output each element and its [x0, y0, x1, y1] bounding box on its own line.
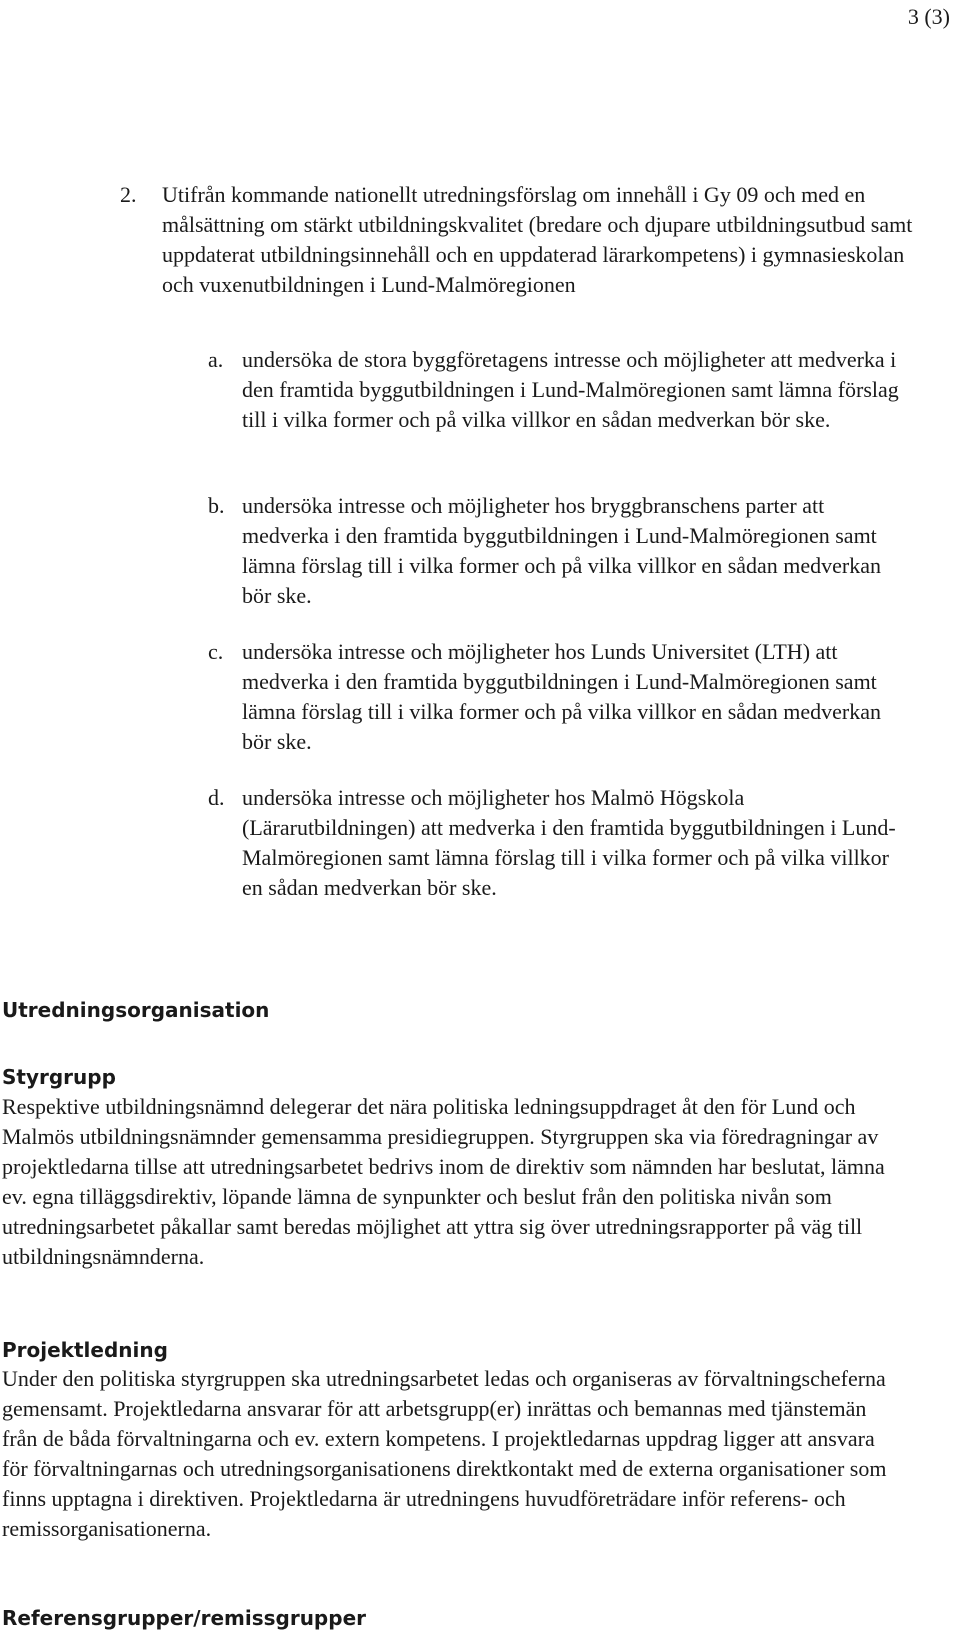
sub-item-c	[208, 637, 908, 757]
styrgrupp-paragraph: Respektive utbildningsnämnd delegerar det nära politiska ledningsuppdraget åt den för Lund och Malmös utbildningsnämnder gemensamma presidiegruppen. Styrgruppen ska via föredragningar av projektledarna tillse att utredningsarbetet bedrivs inom de direktiv som nämnden har beslutat, lämna ev. egna tilläggsdirektiv, löpande lämna de synpunkter och beslut från den politiska nivån som utredningsarbetet påkallar samt beredas möjlighet att yttra sig över utredningsrapporter på väg till utbildningsnämnderna.	[2, 1094, 885, 1269]
page-number: 3 (3)	[907, 4, 950, 29]
projektledning-paragraph: Under den politiska styrgruppen ska utredningsarbetet ledas och organiseras av förvaltningscheferna gemensamt. Projektledarna ansvarar för att arbetsgrupp(er) inrättas och bemannas med tjänstemän från de båda förvaltningarna och ev. extern kompetens. I projektledarnas uppdrag ligger att ansvara för förvaltningarnas och utredningsorganisationens direktkontakt med de externa organisationer som finns upptagna i direktiven. Projektledarna är utredningens huvudföreträdare inför referens- och remissorganisationerna.	[2, 1366, 887, 1541]
sub-item-text: undersöka de stora byggföretagens intresse och möjligheter att medverka i den framtida byggutbildningen i Lund-Malmöregionen samt lämna förslag till i vilka former och på vilka villkor en sådan medverkan bör ske.	[242, 347, 899, 432]
utredningsorganisation-heading: Utredningsorganisation	[2, 998, 270, 1022]
projektledning-heading: Projektledning	[2, 1338, 168, 1362]
styrgrupp-heading: Styrgrupp	[2, 1065, 116, 1089]
list-item-text: Utifrån kommande nationellt utredningsförslag om innehåll i Gy 09 och med en målsättning om stärkt utbildningskvalitet (bredare och djupare utbildningsutbud samt uppdaterat utbildningsinnehåll och en uppdaterad lärarkompetens) i gymnasieskolan och vuxenutbildningen i Lund-Malmöregionen	[162, 182, 913, 297]
list-item-number: 2.	[120, 182, 137, 207]
list-item-2	[120, 180, 920, 300]
sub-item-d	[208, 783, 908, 903]
referensgrupper-heading: Referensgrupper/remissgrupper	[2, 1606, 366, 1630]
sub-item-text: undersöka intresse och möjligheter hos Malmö Högskola (Lärarutbildningen) att medverka i den framtida byggutbildningen i Lund-Malmöregionen samt lämna förslag till i vilka former och på vilka villkor en sådan medverkan bör ske.	[242, 785, 896, 900]
sub-item-letter: b.	[208, 493, 225, 518]
sub-item-letter: d.	[208, 785, 225, 810]
sub-item-letter: c.	[208, 639, 224, 664]
sub-item-letter: a.	[208, 347, 224, 372]
sub-item-b	[208, 491, 908, 611]
sub-item-a	[208, 345, 908, 435]
sub-item-text: undersöka intresse och möjligheter hos bryggbranschens parter att medverka i den framtida byggutbildningen i Lund-Malmöregionen samt lämna förslag till i vilka former och på vilka villkor en sådan medverkan bör ske.	[242, 493, 882, 608]
sub-item-text: undersöka intresse och möjligheter hos Lunds Universitet (LTH) att medverka i den framtida byggutbildningen i Lund-Malmöregionen samt lämna förslag till i vilka former och på vilka villkor en sådan medverkan bör ske.	[242, 639, 882, 754]
